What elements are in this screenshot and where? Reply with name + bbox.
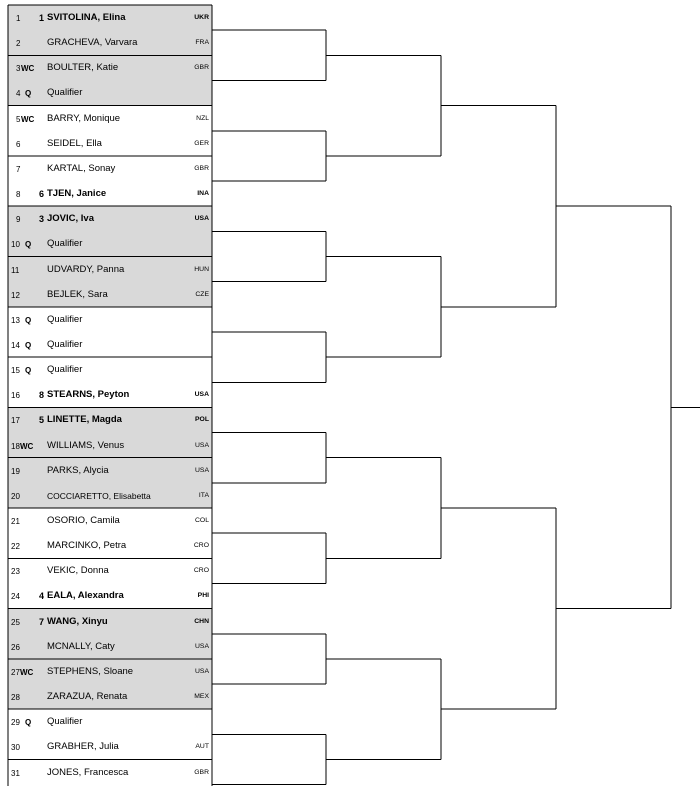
seed-number: 3 [39, 214, 45, 225]
player-row [8, 5, 212, 30]
player-name: VEKIC, Donna [47, 565, 109, 577]
player-row [8, 458, 212, 483]
nationality: GBR [194, 64, 209, 72]
player-name: UDVARDY, Panna [47, 263, 125, 275]
nationality: FRA [195, 39, 209, 47]
draw-position: 21 [11, 517, 20, 526]
player-name: COCCIARETTO, Elisabetta [47, 490, 151, 501]
nationality: GER [194, 139, 209, 147]
player-row [8, 156, 212, 181]
entry-tag: Q [25, 718, 32, 728]
entry-tag: WC [21, 64, 35, 74]
draw-position: 29 [11, 718, 20, 728]
nationality: CRO [193, 567, 209, 575]
player-row [8, 533, 212, 558]
nationality: USA [194, 391, 209, 399]
draw-position: 10 [11, 240, 20, 250]
nationality: USA [194, 215, 209, 223]
player-row [8, 357, 212, 382]
seed-number: 5 [39, 415, 45, 426]
seed-number: 4 [39, 591, 45, 602]
draw-position: 6 [16, 139, 21, 149]
player-name: ZARAZUA, Renata [47, 691, 128, 703]
player-row [8, 106, 212, 131]
player-name: GRACHEVA, Varvara [47, 37, 138, 49]
player-name: STEARNS, Peyton [47, 389, 130, 401]
draw-position: 13 [11, 315, 20, 325]
player-row [8, 282, 212, 307]
player-row [8, 583, 212, 608]
draw-position: 24 [11, 592, 20, 602]
nationality: ITA [198, 491, 209, 499]
nationality: GBR [194, 768, 209, 776]
player-name: BOULTER, Katie [47, 62, 119, 74]
draw-position: 28 [11, 693, 20, 703]
player-name: OSORIO, Camila [47, 515, 120, 526]
player-name: MARCINKO, Petra [47, 540, 127, 552]
player-row [8, 659, 212, 684]
player-name: Qualifier [47, 716, 83, 728]
player-name: EALA, Alexandra [47, 590, 124, 602]
player-row [8, 407, 212, 432]
draw-position: 25 [11, 617, 20, 627]
player-name: Qualifier [47, 313, 83, 325]
player-name: BEJLEK, Sara [47, 288, 108, 300]
player-row [8, 30, 212, 55]
player-name: SEIDEL, Ella [47, 137, 102, 149]
player-name: MCNALLY, Caty [47, 640, 115, 652]
draw-position: 16 [11, 391, 20, 401]
player-row [8, 433, 212, 458]
entry-tag: Q [25, 340, 32, 350]
player-name: GRABHER, Julia [47, 741, 119, 753]
player-row [8, 382, 212, 407]
entry-tag: Q [25, 315, 32, 325]
draw-position: 15 [11, 366, 20, 376]
draw-position: 3 [16, 64, 21, 74]
player-name: JOVIC, Iva [47, 213, 94, 225]
player-row [8, 231, 212, 256]
player-row [8, 508, 212, 533]
draw-position: 26 [11, 642, 20, 652]
draw-position: 2 [16, 39, 21, 49]
draw-position: 12 [11, 290, 20, 300]
draw-position: 22 [11, 542, 20, 552]
draw-position: 31 [11, 768, 20, 778]
seed-number: 7 [39, 616, 45, 627]
player-row [8, 709, 212, 734]
player-row [8, 609, 212, 634]
nationality: CRO [193, 542, 209, 550]
draw-position: 30 [11, 743, 20, 753]
nationality: UKR [194, 14, 209, 21]
draw-position: 14 [11, 340, 20, 350]
player-row [8, 734, 212, 759]
nationality: POL [195, 416, 209, 424]
nationality: CHN [194, 617, 209, 625]
nationality: CZE [195, 290, 209, 298]
entry-tag: Q [25, 240, 32, 250]
draw-position: 23 [11, 567, 20, 577]
nationality: PHI [197, 592, 209, 600]
player-name: Qualifier [47, 338, 83, 350]
draw-position: 5 [16, 114, 21, 124]
nationality: NZL [196, 114, 209, 122]
player-name: KARTAL, Sonay [47, 162, 116, 174]
entry-tag: WC [20, 667, 34, 677]
player-row [8, 634, 212, 659]
player-name: LINETTE, Magda [47, 414, 122, 426]
draw-position: 11 [11, 265, 20, 275]
player-row [8, 206, 212, 231]
nationality: GBR [194, 164, 209, 172]
player-name: Qualifier [47, 87, 83, 99]
nationality: MEX [194, 693, 209, 701]
player-row [8, 307, 212, 332]
player-name: SVITOLINA, Elina [47, 12, 126, 23]
nationality: USA [195, 667, 209, 675]
player-name: TJEN, Janice [47, 188, 107, 200]
draw-position: 1 [16, 14, 21, 23]
nationality: USA [195, 466, 209, 474]
player-row [8, 55, 212, 80]
player-row [8, 483, 212, 508]
seed-number: 1 [39, 13, 45, 23]
draw-position: 7 [16, 164, 21, 174]
player-name: Qualifier [47, 238, 83, 250]
draw-position: 4 [16, 89, 21, 99]
player-name: STEPHENS, Sloane [47, 665, 134, 677]
draw-position: 18 [11, 441, 20, 451]
player-name: BARRY, Monique [47, 112, 121, 124]
nationality: HUN [194, 265, 209, 273]
player-name: JONES, Francesca [47, 766, 129, 778]
nationality: USA [195, 441, 209, 449]
draw-position: 8 [16, 190, 21, 200]
draw-position: 27 [11, 667, 20, 677]
entry-tag: Q [25, 366, 32, 376]
player-row [8, 181, 212, 206]
player-row [8, 257, 212, 282]
player-name: PARKS, Alycia [47, 464, 109, 476]
entry-tag: WC [20, 441, 34, 451]
nationality: COL [195, 517, 209, 524]
entry-tag: WC [21, 114, 35, 124]
player-row [8, 131, 212, 156]
seed-number: 8 [39, 390, 45, 401]
player-row [8, 332, 212, 357]
draw-position: 17 [11, 416, 20, 426]
nationality: AUT [195, 743, 209, 751]
draw-position: 9 [16, 215, 21, 225]
player-row [8, 558, 212, 583]
player-name: WANG, Xinyu [47, 615, 108, 627]
draw-position: 20 [11, 491, 20, 501]
player-row [8, 684, 212, 709]
player-row [8, 80, 212, 105]
player-row [8, 760, 212, 785]
nationality: USA [195, 642, 209, 650]
entry-tag: Q [25, 89, 32, 99]
seed-number: 6 [39, 189, 45, 200]
draw-position: 19 [11, 466, 20, 476]
player-name: WILLIAMS, Venus [47, 439, 125, 451]
nationality: INA [197, 190, 209, 198]
player-name: Qualifier [47, 364, 83, 376]
